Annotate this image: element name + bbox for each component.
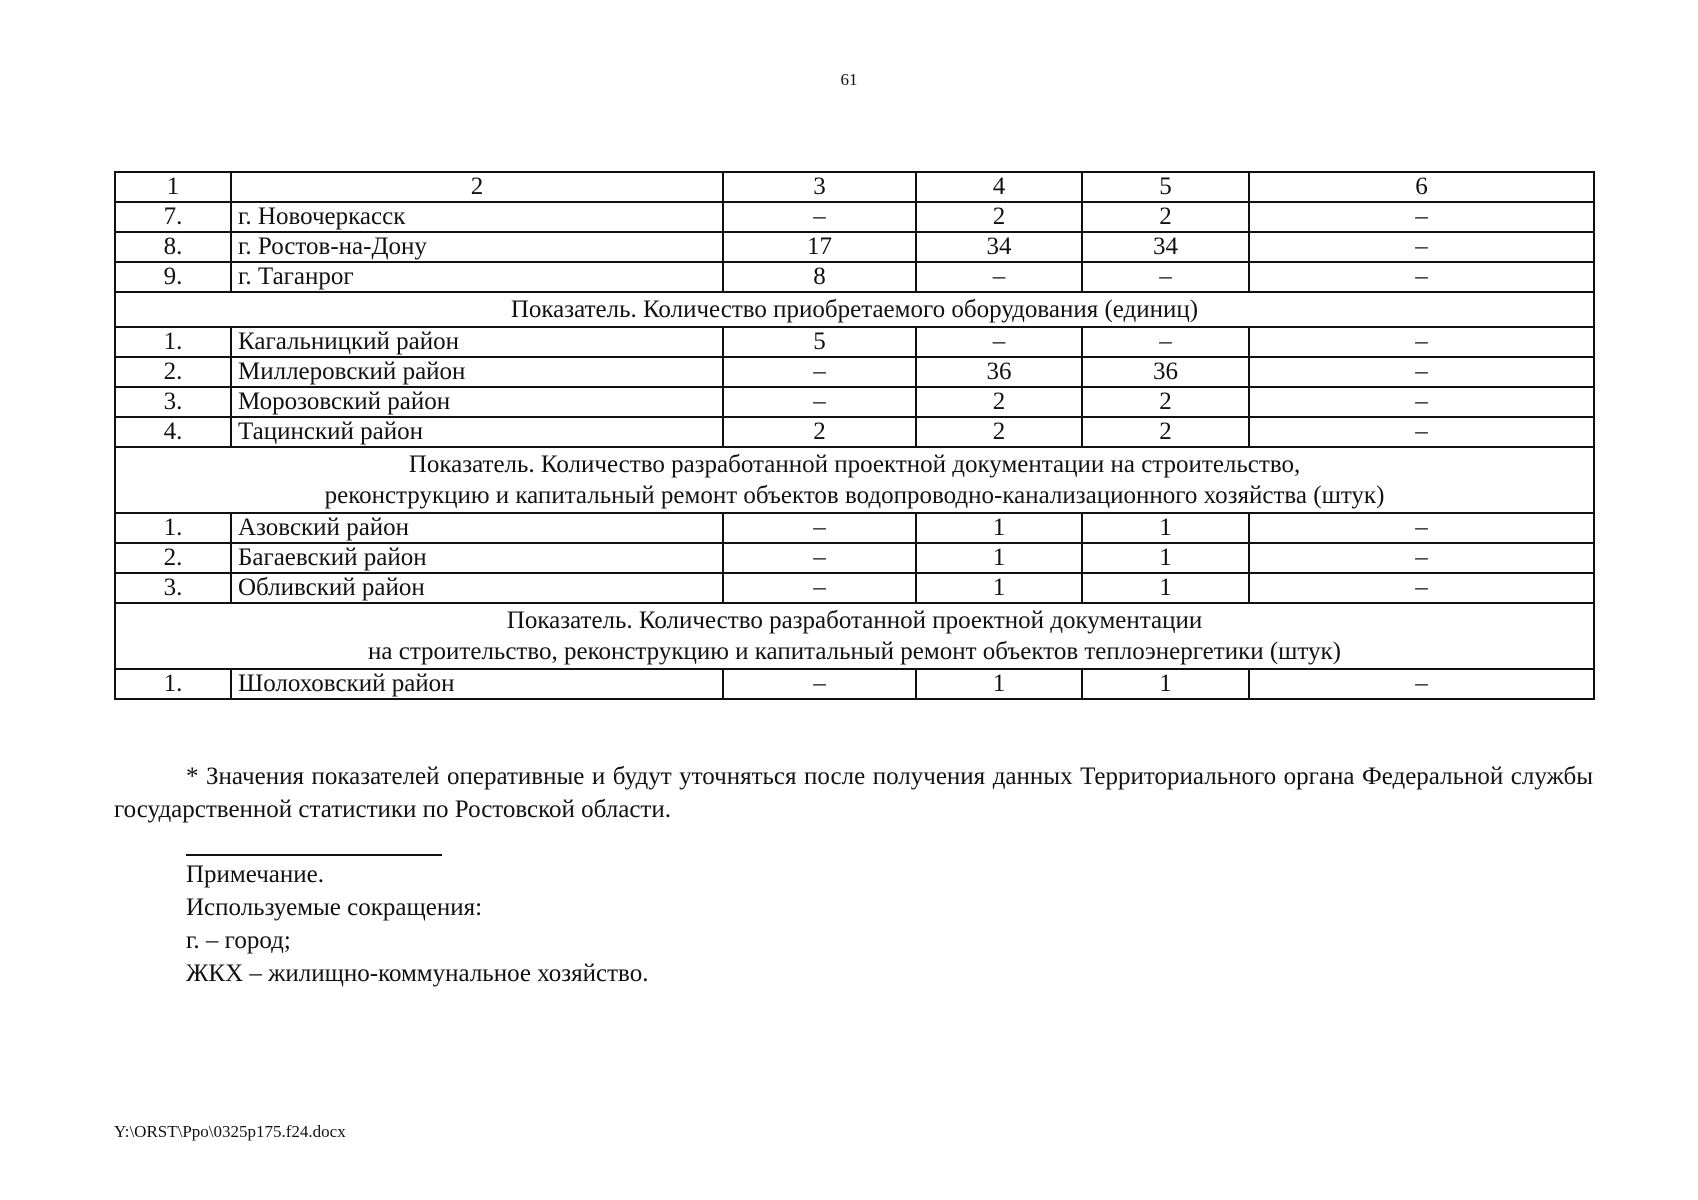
row-number-cell: 2. [115,543,231,573]
value-cell: – [1082,327,1249,357]
district-cell: Тацинский район [231,417,723,447]
note-separator-line [186,854,442,856]
district-cell: Морозовский район [231,387,723,417]
row-number-cell: 1. [115,513,231,543]
indicators-table [114,171,1595,700]
table-header-row [115,172,1594,202]
value-cell: – [916,262,1082,292]
section-title-row [115,603,1594,669]
table-row [115,387,1594,417]
header-cell: 2 [231,172,723,202]
value-cell: 2 [916,417,1082,447]
district-cell: г. Новочеркасск [231,202,723,232]
district-cell: Миллеровский район [231,357,723,387]
note-line: ЖКХ – жилищно-коммунальное хозяйство. [186,960,649,987]
table-row [115,513,1594,543]
header-cell: 3 [723,172,916,202]
district-cell: г. Таганрог [231,262,723,292]
footnote: * Значения показателей оперативные и будут уточняться после получения данных Территориального органа Федеральной службы государственной статистики по Ростовской области. [114,763,1593,823]
value-cell: 2 [916,202,1082,232]
value-cell: 36 [1082,357,1249,387]
row-number-cell: 1. [115,669,231,699]
value-cell: 2 [1082,417,1249,447]
header-cell: 4 [916,172,1082,202]
page-number: 61 [840,70,858,89]
section-title-line: реконструкцию и капитальный ремонт объектов водопроводно-канализационного хозяйства (штук) [324,482,1385,509]
value-cell: 2 [723,417,916,447]
value-cell: 1 [1082,543,1249,573]
value-cell: – [723,387,916,417]
section-title-line: Показатель. Количество разработанной проектной документации на строительство, [408,451,1301,478]
value-cell: 1 [916,513,1082,543]
value-cell: 1 [916,543,1082,573]
value-cell: – [1249,417,1594,447]
header-cell: 1 [115,172,231,202]
value-cell: 34 [1082,232,1249,262]
section-title [115,292,1594,327]
table-row [115,543,1594,573]
value-cell: – [916,327,1082,357]
value-cell: 1 [916,573,1082,603]
header-cell: 5 [1082,172,1249,202]
notes-block [186,858,648,990]
value-cell: – [723,543,916,573]
value-cell: – [1249,357,1594,387]
value-cell: 2 [916,387,1082,417]
district-cell: Багаевский район [231,543,723,573]
value-cell: 2 [1082,387,1249,417]
row-number-cell: 2. [115,357,231,387]
value-cell: – [1082,262,1249,292]
value-cell: – [723,669,916,699]
value-cell: – [1249,513,1594,543]
table-row [115,327,1594,357]
value-cell: 5 [723,327,916,357]
district-cell: Кагальницкий район [231,327,723,357]
value-cell: – [723,573,916,603]
district-cell: г. Ростов-на-Дону [231,232,723,262]
value-cell: 1 [1082,513,1249,543]
row-number-cell: 1. [115,327,231,357]
table-body [115,172,1594,699]
value-cell: 1 [916,669,1082,699]
value-cell: 1 [1082,669,1249,699]
table-row [115,357,1594,387]
value-cell: – [723,357,916,387]
value-cell: – [1249,573,1594,603]
district-cell: Азовский район [231,513,723,543]
value-cell: – [1249,387,1594,417]
table-row [115,669,1594,699]
note-line: Используемые сокращения: [186,894,483,921]
table-row [115,262,1594,292]
section-title [115,603,1594,669]
value-cell: – [1249,669,1594,699]
row-number-cell: 9. [115,262,231,292]
header-cell: 6 [1249,172,1594,202]
section-title [115,447,1594,513]
table-row [115,202,1594,232]
value-cell: 17 [723,232,916,262]
value-cell: 1 [1082,573,1249,603]
value-cell: – [1249,262,1594,292]
note-line: г. – город; [186,927,291,954]
file-path: Y:\ORST\Ppo\0325p175.f24.docx [114,1122,346,1141]
row-number-cell: 3. [115,573,231,603]
section-title-row [115,447,1594,513]
section-title-line: Показатель. Количество приобретаемого оборудования (единиц) [510,296,1199,323]
row-number-cell: 7. [115,202,231,232]
section-title-line: Показатель. Количество разработанной проектной документации [506,607,1203,634]
value-cell: – [1249,543,1594,573]
value-cell: – [1249,202,1594,232]
value-cell: – [723,202,916,232]
row-number-cell: 3. [115,387,231,417]
section-title-row [115,292,1594,327]
value-cell: – [1249,232,1594,262]
district-cell: Обливский район [231,573,723,603]
value-cell: 8 [723,262,916,292]
note-line: Примечание. [186,861,325,888]
value-cell: 36 [916,357,1082,387]
table-row [115,573,1594,603]
row-number-cell: 8. [115,232,231,262]
value-cell: 2 [1082,202,1249,232]
value-cell: – [1249,327,1594,357]
table-row [115,232,1594,262]
table-row [115,417,1594,447]
value-cell: – [723,513,916,543]
section-title-line: на строительство, реконструкцию и капитальный ремонт объектов теплоэнергетики (штук) [368,638,1341,665]
district-cell: Шолоховский район [231,669,723,699]
row-number-cell: 4. [115,417,231,447]
value-cell: 34 [916,232,1082,262]
